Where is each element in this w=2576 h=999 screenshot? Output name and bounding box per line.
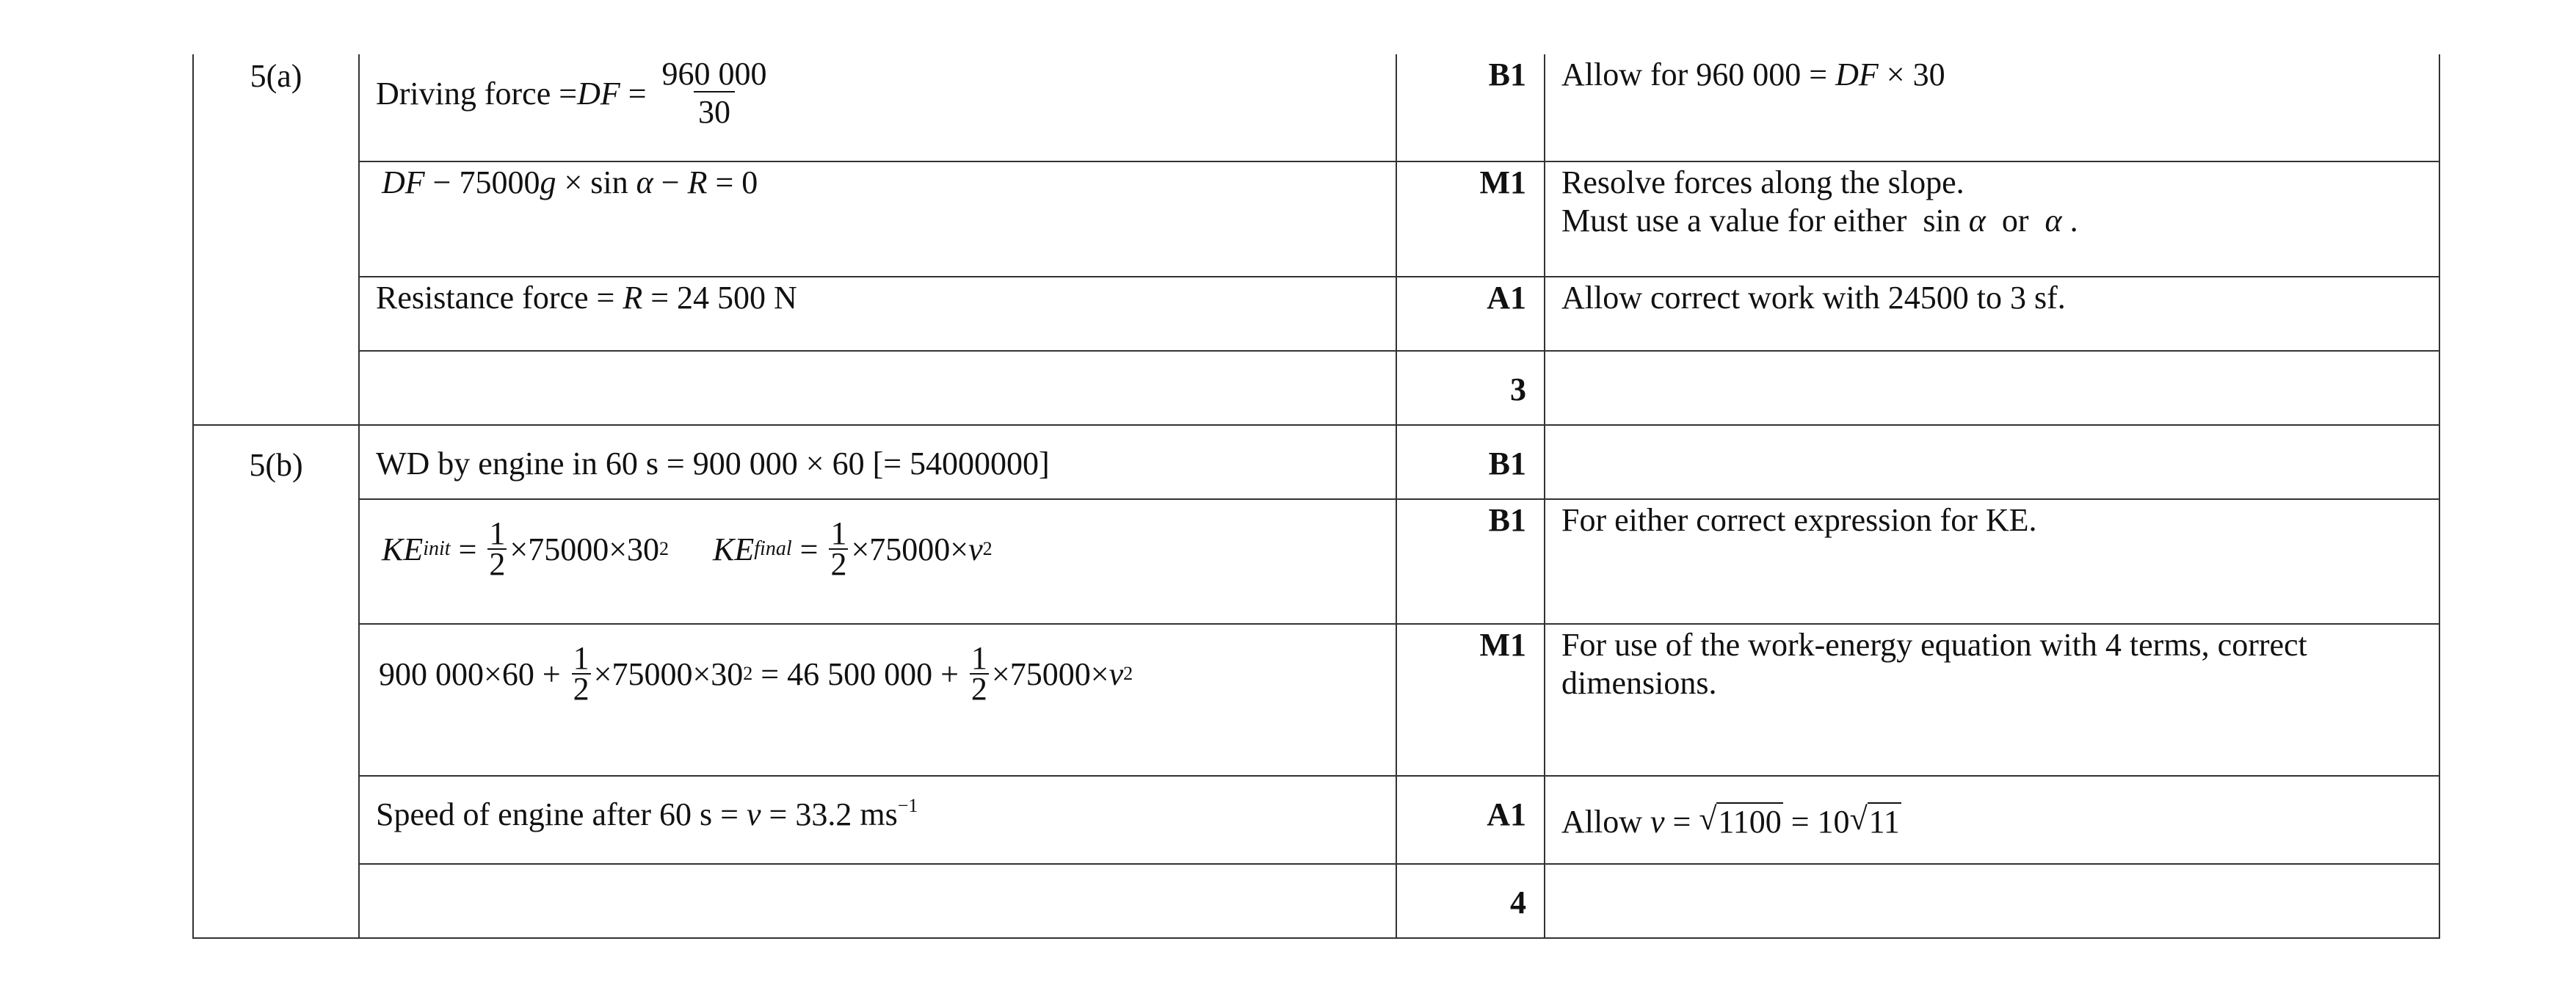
table-row <box>193 864 2439 938</box>
eq-df: DF <box>382 164 425 200</box>
mark-label: B1 <box>1488 502 1526 538</box>
mark-cell <box>1396 277 1545 351</box>
velocity-variable: v <box>1109 655 1124 692</box>
resistance-answer <box>376 277 1396 317</box>
guidance-line-2 <box>1561 202 2439 240</box>
square-root-1100 <box>1699 803 1782 841</box>
question-number-cell <box>193 54 359 425</box>
mark-cell <box>1396 161 1545 277</box>
fraction-numerator: 1 <box>573 640 589 676</box>
answer-cell <box>359 161 1396 277</box>
eq-zero: = 0 <box>707 164 758 200</box>
speed-answer <box>376 777 1396 834</box>
mark-label: M1 <box>1479 164 1526 200</box>
equation-part-1: 900 000×60 + <box>379 655 569 692</box>
ke-final-symbol: KE <box>713 531 755 567</box>
mark-scheme-table <box>192 54 2440 939</box>
answer-cell <box>359 864 1396 938</box>
guidance-or: or <box>1985 203 2045 239</box>
guidance-cell <box>1545 54 2439 161</box>
guidance-text: For use of the work-energy equation with 4 terms, correct dimensions. <box>1561 627 2307 701</box>
half-fraction <box>970 640 989 707</box>
table-row <box>193 54 2439 161</box>
fraction-numerator: 1 <box>970 640 987 676</box>
fraction-denominator: 30 <box>694 91 735 129</box>
fraction-numerator: 1 <box>830 515 847 551</box>
guidance-cell <box>1545 864 2439 938</box>
guidance-cell <box>1545 776 2439 864</box>
guidance-prefix: Must use a value for either sin <box>1561 203 1969 239</box>
mark-cell <box>1396 499 1545 624</box>
guidance-end: . <box>2061 203 2078 239</box>
radicand: 1100 <box>1718 804 1782 840</box>
answer-cell <box>359 624 1396 776</box>
guidance-middle: = 10 <box>1782 804 1850 840</box>
guidance-equals: = <box>1664 804 1699 840</box>
answer-prefix: Resistance force = <box>376 280 623 316</box>
mark-cell <box>1396 864 1545 938</box>
radical-sign-icon: √ <box>1699 801 1717 837</box>
guidance-cell <box>1545 624 2439 776</box>
ke-init-symbol: KE <box>382 531 424 567</box>
eq-alpha: α <box>636 164 653 200</box>
table-row <box>193 161 2439 277</box>
eq-g: g <box>540 164 556 200</box>
guidance-text: For either correct expression for KE. <box>1561 502 2037 538</box>
mark-cell <box>1396 425 1545 499</box>
answer-text: Driving force = <box>376 75 578 112</box>
mark-label: M1 <box>1479 627 1526 663</box>
answer-prefix: Speed of engine after 60 s = <box>376 796 747 832</box>
fraction-denominator: 2 <box>573 671 589 707</box>
question-number-cell <box>193 425 359 938</box>
equals: = <box>450 531 485 567</box>
fraction-denominator: 2 <box>489 546 506 582</box>
guidance-cell <box>1545 277 2439 351</box>
guidance-alpha: α <box>1968 203 1986 239</box>
guidance-text <box>1561 54 2439 94</box>
answer-equals: = <box>620 75 655 112</box>
velocity-variable: v <box>968 531 983 567</box>
ke-init-rest: ×75000×30 <box>509 531 660 567</box>
half-fraction <box>572 640 591 707</box>
eq-minus: − <box>653 164 688 200</box>
mark-cell <box>1396 351 1545 425</box>
resolve-equation <box>376 162 1396 202</box>
question-number: 5(b) <box>249 447 303 483</box>
answer-cell <box>359 54 1396 161</box>
guidance-cell <box>1545 351 2439 425</box>
guidance-variable: DF <box>1835 57 1879 92</box>
radicand: 11 <box>1868 804 1900 840</box>
mark-label: A1 <box>1487 796 1526 832</box>
radical-sign-icon: √ <box>1849 801 1868 837</box>
ke-final-rest: ×75000× <box>851 531 969 567</box>
guidance-prefix: Allow <box>1561 804 1650 840</box>
question-number: 5(a) <box>250 58 302 94</box>
guidance-line-1: Resolve forces along the slope. <box>1561 164 1964 200</box>
fraction-numerator: 1 <box>489 515 506 551</box>
guidance-variable: v <box>1650 804 1665 840</box>
guidance-cell <box>1545 161 2439 277</box>
answer-variable: R <box>623 280 643 316</box>
equals: = <box>791 531 827 567</box>
guidance-cell <box>1545 499 2439 624</box>
guidance-text: Allow correct work with 24500 to 3 sf. <box>1561 280 2066 316</box>
table-row <box>193 277 2439 351</box>
table-row <box>193 351 2439 425</box>
guidance-cell <box>1545 425 2439 499</box>
answer-variable: DF <box>577 75 620 112</box>
equation-part-4: ×75000× <box>991 655 1109 692</box>
total-marks: 3 <box>1510 371 1526 407</box>
table-row <box>193 776 2439 864</box>
table-row <box>193 425 2439 499</box>
eq-sin: × sin <box>556 164 636 200</box>
unit-exponent: −1 <box>897 795 918 816</box>
answer-suffix: = 24 500 N <box>642 280 797 316</box>
answer-cell <box>359 776 1396 864</box>
mark-label: A1 <box>1487 280 1526 316</box>
equation-part-3: = 46 500 000 + <box>752 655 967 692</box>
mark-label: B1 <box>1488 446 1526 482</box>
eq-r: R <box>687 164 708 200</box>
total-marks: 4 <box>1510 884 1526 920</box>
driving-force-fraction <box>658 57 772 129</box>
answer-cell <box>359 425 1396 499</box>
answer-cell <box>359 277 1396 351</box>
table-row <box>193 624 2439 776</box>
ke-expressions: KE init = $\frac{1}{2}$ ×75000×30 2 KE final = $\frac{1}{2}$ ×75000× v 2 <box>382 515 993 582</box>
answer-cell <box>359 351 1396 425</box>
work-energy-equation: 900 000×60 + $\frac{1}{2}$ ×75000×30 2 = 46 500 000 + $\frac{1}{2}$ ×75000× v 2 <box>379 640 1133 707</box>
half-fraction <box>487 515 507 582</box>
guidance-alpha: α <box>2045 203 2062 239</box>
eq-mass: − 75000 <box>424 164 540 200</box>
fraction-denominator: 2 <box>830 546 847 582</box>
answer-suffix: = 33.2 ms <box>761 796 898 832</box>
half-fraction <box>829 515 848 582</box>
equation-part-2: ×75000×30 <box>593 655 744 692</box>
mark-label: B1 <box>1488 57 1526 92</box>
guidance-text <box>1561 777 2439 841</box>
fraction-denominator: 2 <box>970 671 987 707</box>
square-root-11 <box>1850 803 1901 841</box>
guidance-prefix: Allow for 960 000 = <box>1561 57 1836 92</box>
work-done-answer: WD by engine in 60 s = 900 000 × 60 [= 54000000] <box>376 446 1050 482</box>
fraction-numerator: 960 000 <box>661 56 767 92</box>
guidance-suffix: × 30 <box>1878 57 1945 92</box>
mark-cell <box>1396 776 1545 864</box>
answer-variable: v <box>747 796 761 832</box>
answer-cell <box>359 499 1396 624</box>
mark-cell <box>1396 54 1545 161</box>
mark-cell <box>1396 624 1545 776</box>
table-row <box>193 499 2439 624</box>
answer-expression <box>376 54 1396 129</box>
